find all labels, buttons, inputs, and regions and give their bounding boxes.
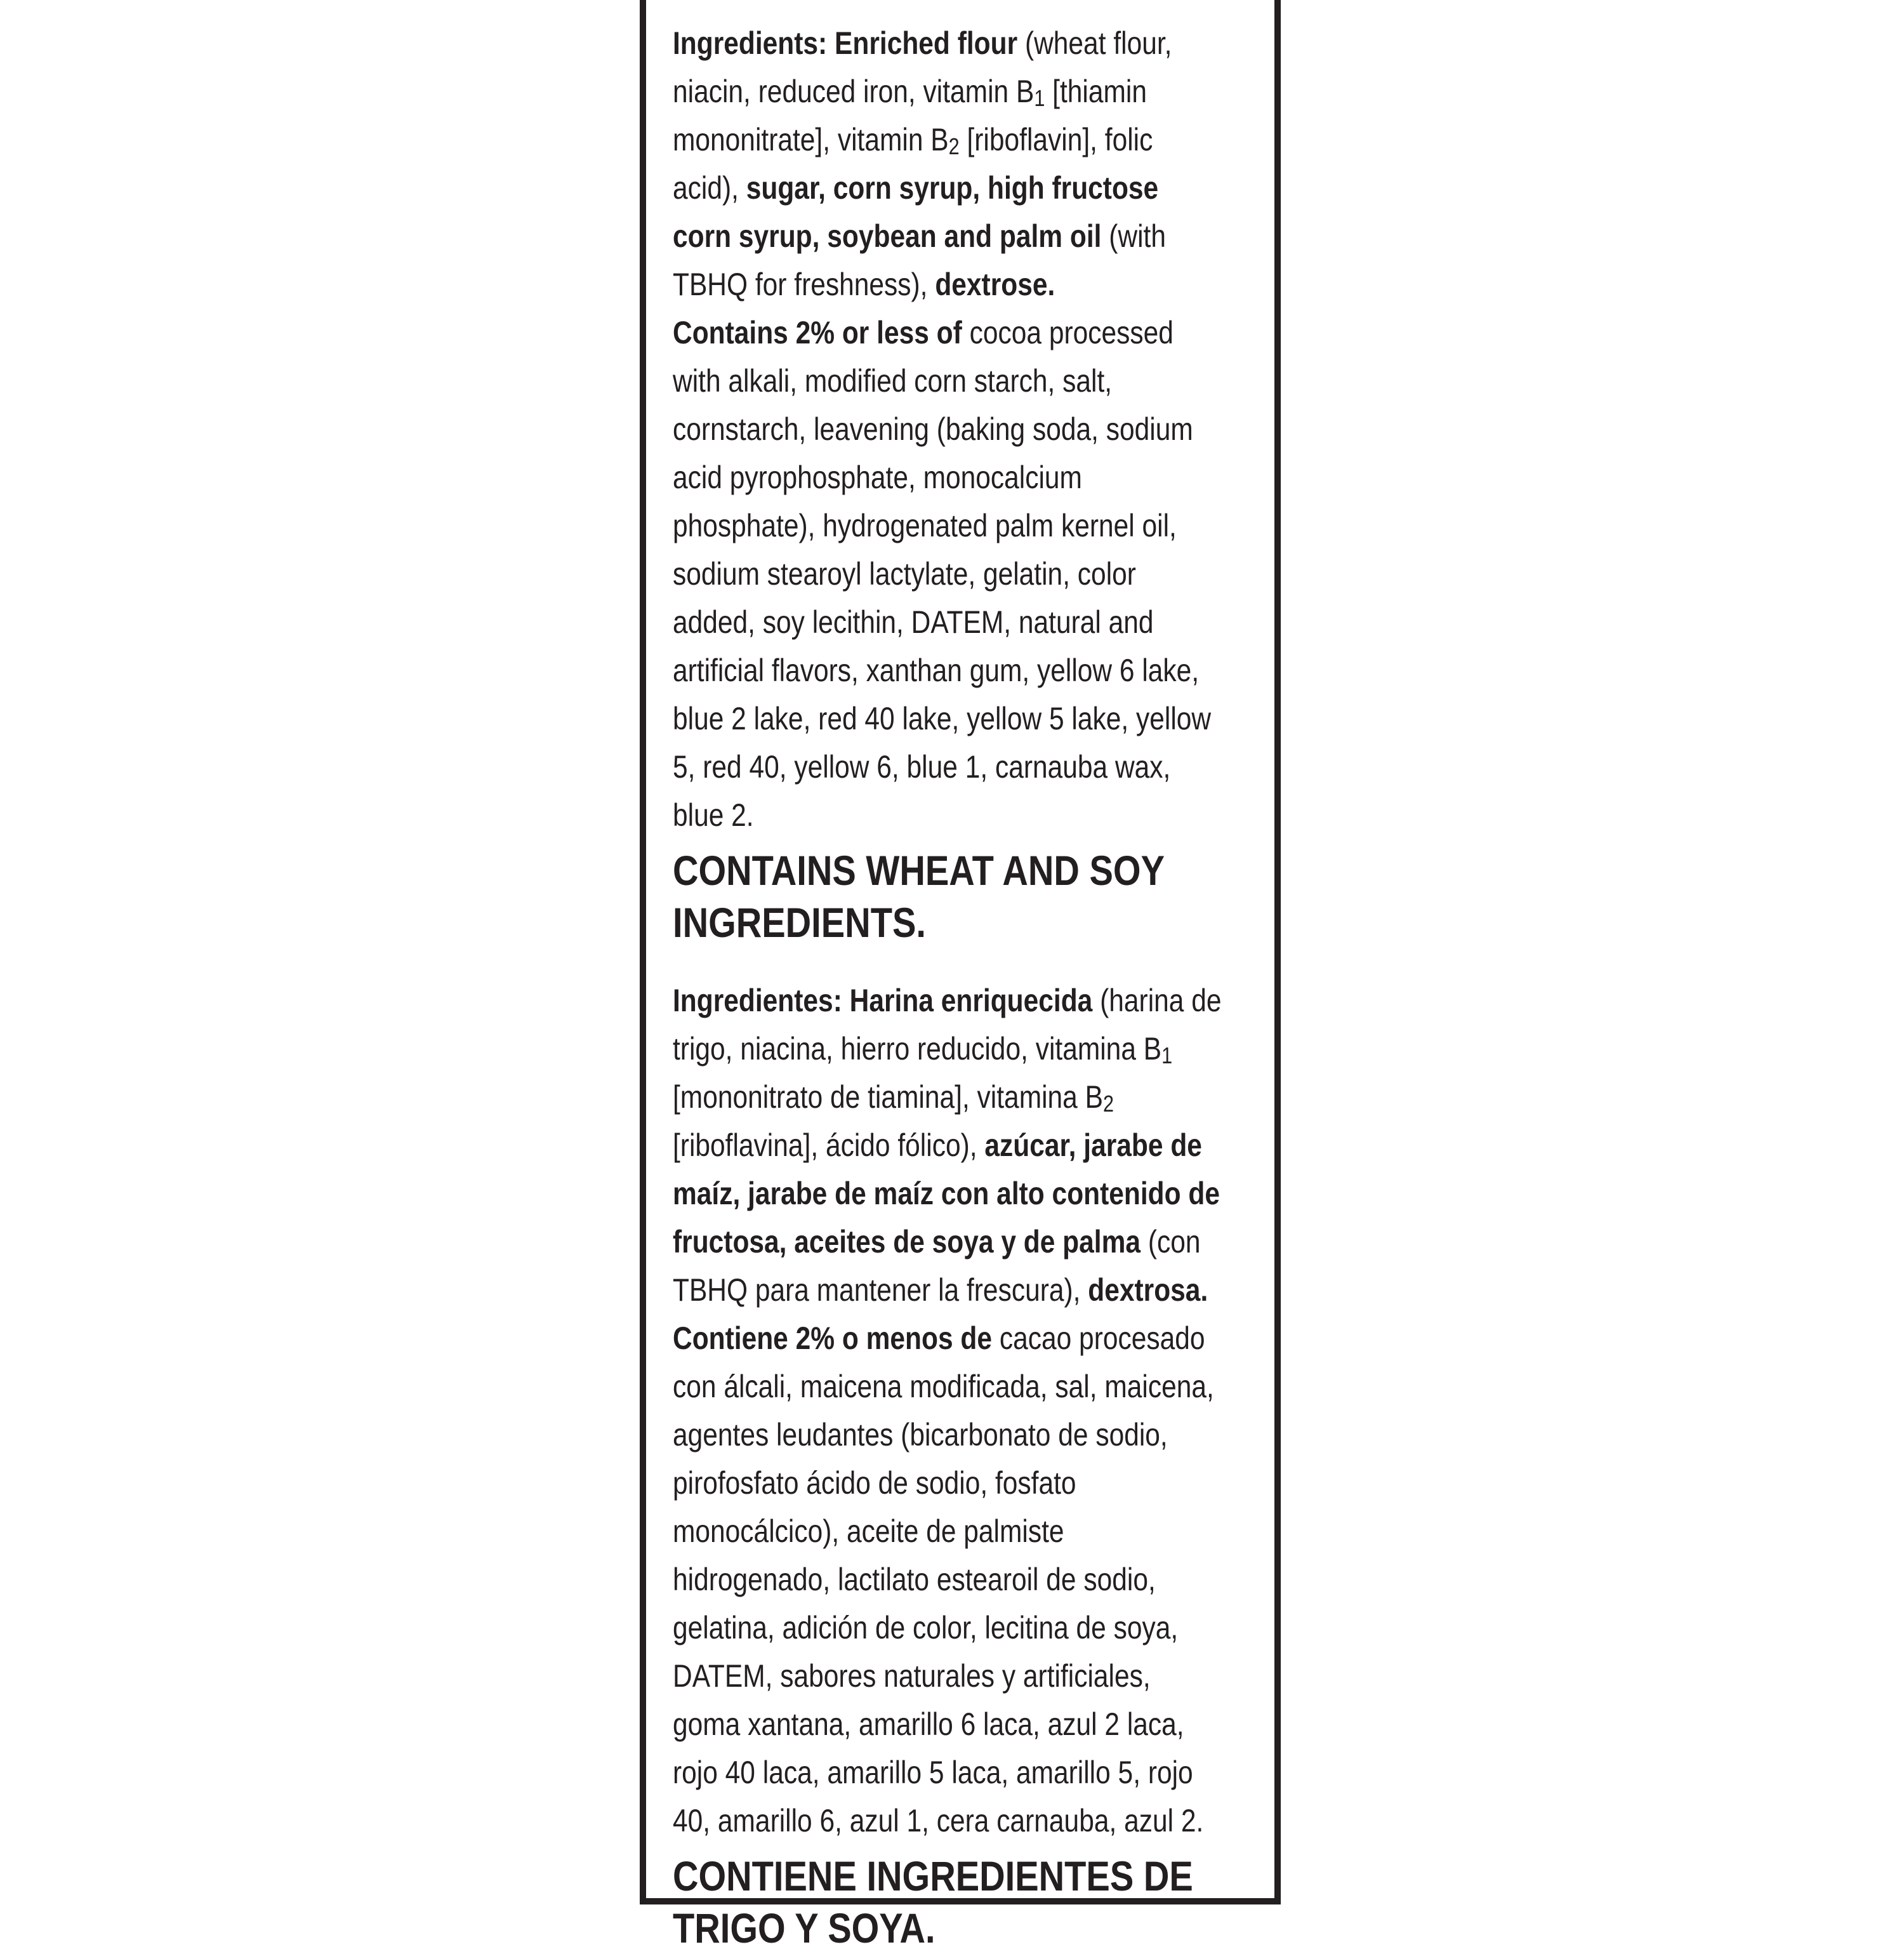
english-ingredients-heading: Ingredients: xyxy=(673,25,828,61)
spanish-flour-details-2: [mononitrato de tiamina], vitamina B xyxy=(673,1079,1103,1115)
english-flour-details-3: [riboflavin], folic acid), xyxy=(673,122,1153,206)
spanish-minor-ingredients: cacao procesado con álcali, maicena modificada, sal, maicena, agentes leudantes (bicarbonato de sodio, pirofosfato ácido de sodio, fosfato monocálcico), aceite de palmiste hidrogenado, lactilato estearoil de sodio, gelatina, adición de color, lecitina de soya, DATEM, sabores naturales y artificiales, goma xantana, amarillo 6 laca, azul 2 laca, rojo 40 laca, amarillo 5 laca, amarillo 5, rojo 40, amarillo 6, azul 1, cera carnauba, azul 2. xyxy=(673,1320,1214,1838)
label-text-block xyxy=(673,19,1223,1954)
spanish-first-ingredient: Harina enriquecida xyxy=(849,983,1093,1018)
spanish-dextrose: dextrosa. xyxy=(1088,1272,1208,1308)
english-sugars-oils: sugar, corn syrup, high fructose corn syrup, soybean and palm oil xyxy=(673,170,1159,254)
english-allergen-statement: CONTAINS WHEAT AND SOY INGREDIENTS. xyxy=(673,847,1164,946)
spanish-contains-2pct-heading: Contiene 2% o menos de xyxy=(673,1320,993,1356)
english-tbhq-note: (with TBHQ for freshness), xyxy=(673,218,1167,302)
spanish-sugars-oils: azúcar, jarabe de maíz, jarabe de maíz con alto contenido de fructosa, aceites de soya y de palma xyxy=(673,1127,1220,1259)
spanish-allergen-statement: CONTIENE INGREDIENTES DE TRIGO Y SOYA. xyxy=(673,1852,1193,1951)
english-minor-ingredients-paragraph xyxy=(673,309,1223,839)
english-flour-details-1: (wheat flour, niacin, reduced iron, vitamin B xyxy=(673,25,1172,109)
english-subscript-2: 2 xyxy=(948,133,960,159)
language-divider-space xyxy=(673,948,1223,976)
english-ingredients-paragraph xyxy=(673,19,1223,309)
english-minor-ingredients: cocoa processed with alkali, modified corn starch, salt, cornstarch, leavening (baking soda, sodium acid pyrophosphate, monocalcium phosphate), hydrogenated palm kernel oil, sodium stearoyl lactylate, gelatin, color added, soy lecithin, DATEM, natural and artificial flavors, xanthan gum, yellow 6 lake, blue 2 lake, red 40 lake, yellow 5 lake, yellow 5, red 40, yellow 6, blue 1, carnauba wax, blue 2. xyxy=(673,315,1212,833)
spanish-tbhq-note: (con TBHQ para mantener la frescura), xyxy=(673,1224,1201,1308)
spanish-ingredients-paragraph xyxy=(673,976,1223,1314)
english-contains-2pct-heading: Contains 2% or less of xyxy=(673,315,962,350)
spanish-subscript-1: 1 xyxy=(1161,1042,1173,1068)
spanish-flour-details-1: (harina de trigo, niacina, hierro reducido, vitamina B xyxy=(673,983,1222,1067)
spanish-flour-details-3: [riboflavina], ácido fólico), xyxy=(673,1127,977,1163)
english-first-ingredient: Enriched flour xyxy=(835,25,1018,61)
english-subscript-1: 1 xyxy=(1034,85,1045,111)
spanish-subscript-2: 2 xyxy=(1102,1091,1114,1117)
english-dextrose: dextrose. xyxy=(935,267,1055,302)
spanish-minor-ingredients-paragraph xyxy=(673,1314,1223,1845)
spanish-ingredients-heading: Ingredientes: xyxy=(673,983,842,1018)
ingredients-label-panel xyxy=(640,0,1281,1951)
english-flour-details-2: [thiamin mononitrate], vitamin B xyxy=(673,74,1147,157)
